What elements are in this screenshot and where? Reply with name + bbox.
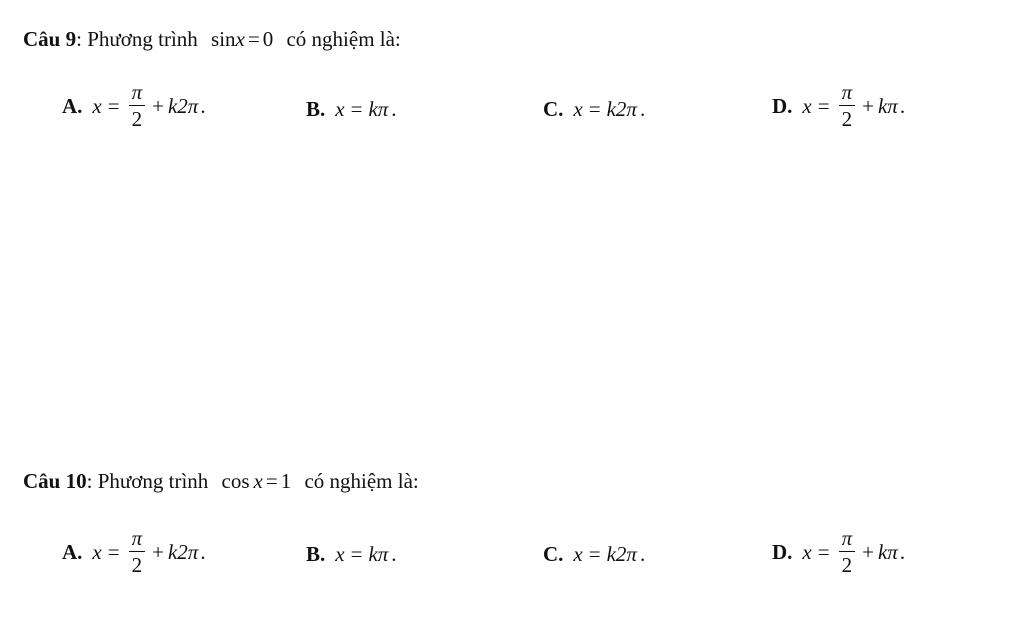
expression: k2π (606, 542, 637, 566)
period: . (200, 539, 206, 564)
lhs: x (802, 93, 812, 118)
variable: x (235, 27, 245, 51)
rhs: 1 (280, 469, 292, 493)
equals: = (817, 93, 830, 118)
numerator: π (129, 528, 146, 552)
lhs: x (573, 542, 583, 566)
option-d[interactable] (772, 528, 905, 576)
option-label: A. (62, 539, 83, 564)
lhs: x (335, 542, 345, 566)
equals: = (107, 93, 120, 118)
lhs: x (573, 97, 583, 121)
term: kπ (877, 93, 898, 118)
question-text: Phương trình (97, 469, 209, 493)
term: kπ (877, 539, 898, 564)
lhs: x (92, 539, 102, 564)
equals: = (588, 97, 601, 121)
period: . (899, 539, 906, 564)
function-name: cos (221, 469, 250, 493)
question-number: Câu 10 (23, 469, 87, 493)
colon: : (86, 469, 98, 493)
colon: : (76, 27, 88, 51)
question-text-after: có nghiệm là: (286, 27, 401, 51)
variable: x (253, 469, 263, 493)
denominator: 2 (841, 107, 853, 131)
option-a[interactable] (62, 82, 206, 130)
option-a[interactable] (62, 528, 206, 576)
plus: + (152, 539, 164, 564)
operator: = (265, 469, 278, 493)
option-label: B. (306, 542, 326, 566)
question-10-stem (23, 471, 419, 492)
numerator: π (839, 82, 856, 106)
plus: + (862, 93, 874, 118)
function-name: sin (211, 27, 236, 51)
option-b[interactable] (306, 544, 397, 565)
period: . (391, 542, 397, 566)
term: k2π (167, 93, 199, 118)
equals: = (817, 539, 830, 564)
period: . (639, 97, 646, 121)
option-d[interactable] (772, 82, 905, 130)
lhs: x (335, 97, 345, 121)
plus: + (862, 539, 874, 564)
question-text: Phương trình (87, 27, 198, 51)
option-label: C. (543, 542, 564, 566)
period: . (391, 97, 397, 121)
expression: k2π (606, 97, 637, 121)
option-b[interactable] (306, 99, 397, 120)
expression: kπ (368, 542, 389, 566)
operator: = (247, 27, 260, 51)
fraction (129, 82, 146, 130)
equation (222, 469, 297, 493)
question-9-stem (23, 29, 401, 50)
equals: = (350, 97, 363, 121)
numerator: π (129, 82, 146, 106)
fraction (839, 82, 856, 130)
equals: = (107, 539, 120, 564)
option-label: C. (543, 97, 564, 121)
rhs: 0 (262, 27, 274, 51)
denominator: 2 (841, 553, 853, 577)
question-number: Câu 9 (23, 27, 77, 51)
term: k2π (167, 539, 199, 564)
period: . (639, 542, 646, 566)
fraction (839, 528, 856, 576)
period: . (899, 93, 906, 118)
denominator: 2 (131, 107, 143, 131)
lhs: x (802, 539, 812, 564)
equals: = (350, 542, 363, 566)
question-text-after: có nghiệm là: (304, 469, 419, 493)
option-label: D. (772, 539, 793, 564)
period: . (200, 93, 206, 118)
lhs: x (92, 93, 102, 118)
numerator: π (839, 528, 856, 552)
denominator: 2 (131, 553, 143, 577)
option-c[interactable] (543, 544, 645, 565)
equals: = (588, 542, 601, 566)
option-c[interactable] (543, 99, 645, 120)
option-label: A. (62, 93, 83, 118)
option-label: D. (772, 93, 793, 118)
fraction (129, 528, 146, 576)
expression: kπ (368, 97, 389, 121)
plus: + (152, 93, 164, 118)
equation (211, 27, 278, 51)
option-label: B. (306, 97, 326, 121)
